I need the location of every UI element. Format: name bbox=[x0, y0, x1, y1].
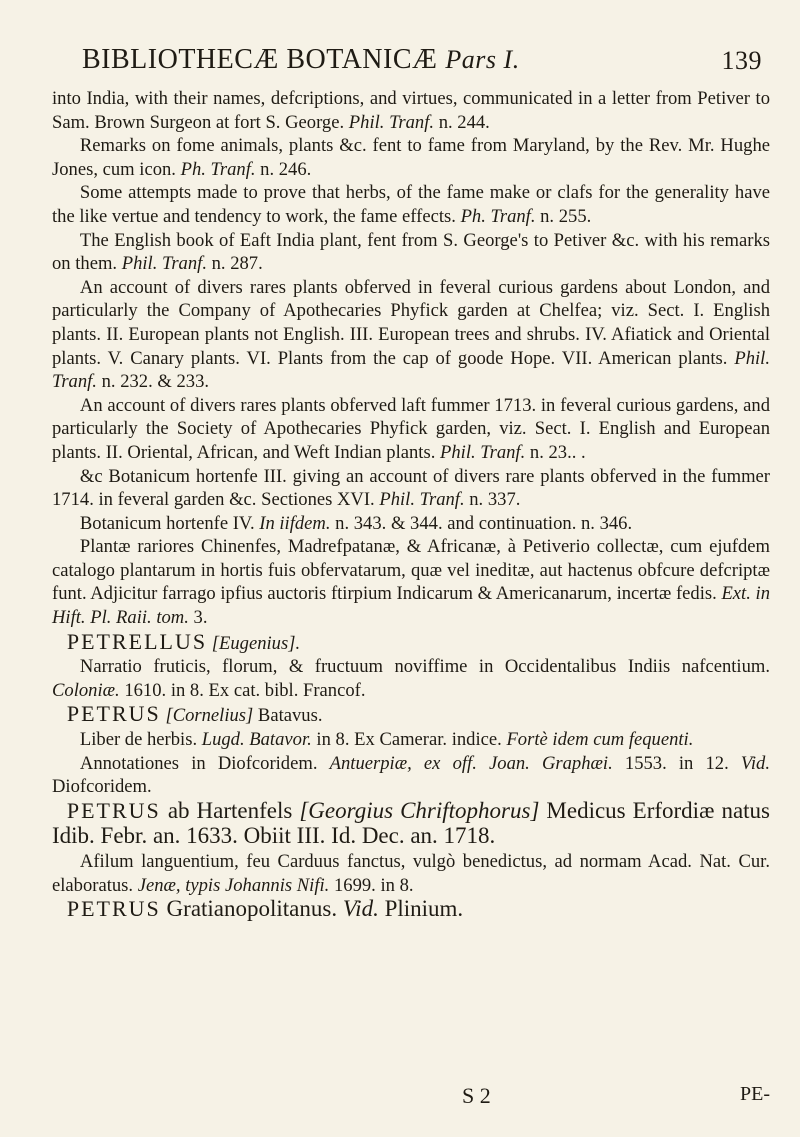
entry-citation: Phil. Tranf. bbox=[379, 489, 465, 511]
entry-text: Annotationes in Diofcoridem. bbox=[79, 752, 330, 774]
catchword: PE- bbox=[740, 1083, 770, 1105]
entry-number: n. 246. bbox=[255, 158, 312, 180]
entry-citation: Antuerpiæ, ex off. Joan. Graphæi. bbox=[329, 752, 613, 774]
entry-text: Plantæ rariores Chinenfes, Madrefpatanæ, & Africanæ, à Petiverio collectæ, cum ejufdem catalogo plantarum in hortis fuis obfervatarum, quæ vel ineditæ, aut hactenus obfcure defcriptæ funt. Adjicitur farrago ipfius auctoris ftirpium Indicarum & Americanarum, incertæ fedis. bbox=[52, 536, 770, 605]
author-name: PETRELLUS bbox=[66, 628, 208, 654]
pars-label: Pars I. bbox=[445, 45, 520, 74]
page-body bbox=[52, 87, 770, 923]
entry-number: n. 232. & 233. bbox=[96, 371, 210, 393]
entry-number: n. 287. bbox=[206, 253, 263, 275]
entry-number: 1610. in 8. Ex cat. bibl. Francof. bbox=[119, 679, 366, 701]
entry bbox=[52, 752, 770, 799]
entry-text: Some attempts made to prove that herbs, of the fame make or clafs for the generality have the like vertue and tendency to work, the fame effects. bbox=[52, 182, 770, 227]
entry-number: n. 244. bbox=[434, 111, 490, 133]
entry bbox=[52, 134, 770, 181]
entry-citation: Coloniæ. bbox=[52, 679, 120, 701]
entry-number: n. 343. & 344. and continuation. n. 346. bbox=[330, 512, 633, 534]
entry-number: n. 337. bbox=[464, 489, 521, 511]
page-number: 139 bbox=[721, 46, 762, 75]
running-header bbox=[80, 44, 762, 84]
entry bbox=[52, 465, 770, 512]
author-forename: [Eugenius]. bbox=[211, 632, 301, 654]
author-surname: Gratianopolitanus. bbox=[160, 896, 343, 922]
cross-reference: Diofcoridem. bbox=[52, 776, 152, 798]
author-name: PETRUS bbox=[66, 797, 161, 823]
author-heading-petrus-gratianopolitanus bbox=[52, 897, 770, 923]
author-heading-petrus-cornelius bbox=[52, 702, 770, 728]
running-title bbox=[82, 44, 520, 76]
author-forename: [Georgius Chriftophorus] bbox=[299, 797, 540, 823]
entry-number: 3. bbox=[188, 607, 208, 629]
entry-citation: In iifdem. bbox=[259, 512, 331, 534]
entry-number: n. 23.. . bbox=[525, 441, 586, 463]
entry bbox=[52, 728, 770, 752]
entry-citation: Ph. Tranf. bbox=[460, 205, 536, 227]
vid-label: Vid. bbox=[342, 896, 379, 922]
entry-text: An account of divers rares plants obferved laft fummer 1713. in feveral curious gardens, and particularly the Society of Apothecaries Phyfick garden, viz. Sect. I. English and European plants. II. Oriental, African, and Weft Indian plants. bbox=[52, 394, 770, 463]
author-biography: Medicus Erfordiæ natus Idib. Febr. an. 1633. Obiit III. Id. Dec. an. 1718. bbox=[52, 797, 770, 849]
author-surname: ab Hartenfels bbox=[160, 797, 300, 823]
entry-text: The English book of Eaft India plant, fent from S. George's to Petiver &c. with his remarks on them. bbox=[52, 229, 770, 275]
entry-number: 1699. in 8. bbox=[329, 874, 414, 896]
entry-number: 1553. in 12. bbox=[612, 752, 741, 774]
author-origin: Batavus. bbox=[253, 705, 323, 727]
entry bbox=[52, 87, 770, 134]
author-name: PETRUS bbox=[66, 896, 161, 922]
entry-citation: Phil. Tranf. bbox=[440, 441, 526, 463]
entry bbox=[52, 512, 770, 536]
entry bbox=[52, 181, 770, 228]
entry-citation: Ph. Tranf. bbox=[180, 158, 256, 180]
entry-citation: Phil. Tranf. bbox=[348, 111, 435, 133]
entry bbox=[52, 655, 770, 702]
entry-text: Narratio fruticis, florum, & fructuum noviffime in Occidentalibus Indiis nafcentium. bbox=[79, 656, 770, 678]
entry bbox=[52, 229, 770, 276]
entry-text: Liber de herbis. bbox=[79, 729, 202, 751]
author-heading-petrellus bbox=[52, 630, 770, 656]
entry-text: Afilum languentium, feu Carduus fanctus, vulgò benedictus, ad normam Acad. Nat. Cur. elaboratus. bbox=[52, 851, 770, 896]
header-title-text: BIBLIOTHECÆ BOTANICÆ bbox=[82, 44, 438, 75]
author-heading-petrus-hartenfels bbox=[52, 799, 770, 850]
cross-reference: Plinium. bbox=[378, 896, 464, 922]
author-name: PETRUS bbox=[66, 701, 161, 727]
author-forename: [Cornelius] bbox=[165, 705, 254, 727]
entry-text: An account of divers rares plants obferved in feveral curious gardens about London, and particularly the Company of Apothecaries Phyfick garden at Chelfea; viz. Sect. I. English plants. II. European plants not English. III. European trees and shrubs. IV. Afiatick and Oriental plants. V. Canary plants. VI. Plants from the cap of goode Hope. VII. American plants. bbox=[52, 276, 770, 369]
entry-number: n. 255. bbox=[535, 205, 592, 227]
entry-text: Botanicum hortenfe IV. bbox=[79, 512, 260, 534]
entry-note: Fortè idem cum fequenti. bbox=[506, 729, 694, 751]
entry-number: in 8. Ex Camerar. indice. bbox=[311, 729, 507, 751]
entry bbox=[52, 276, 770, 394]
entry bbox=[52, 535, 770, 629]
signature-mark: S 2 bbox=[462, 1083, 491, 1108]
entry-citation: Lugd. Batavor. bbox=[201, 729, 312, 751]
entry-text: &c Botanicum hortenfe III. giving an account of divers rare plants obferved in the fummer 1714. in feveral garden &c. Sectiones XVI. bbox=[52, 465, 770, 511]
entry-citation: Phil. Tranf. bbox=[121, 253, 207, 275]
vid-label: Vid. bbox=[740, 752, 770, 774]
entry-citation: Ext. in Hift. Pl. Raii. tom. bbox=[52, 583, 770, 629]
entry-citation: Jenæ, typis Johannis Nifi. bbox=[137, 874, 330, 896]
entry bbox=[52, 394, 770, 465]
entry bbox=[52, 850, 770, 897]
entry-text: into India, with their names, defcriptions, and virtues, communicated in a letter from Petiver to Sam. Brown Surgeon at fort S. George. bbox=[52, 88, 770, 133]
entry-text: Remarks on fome animals, plants &c. fent to fame from Maryland, by the Rev. Mr. Hughe Jones, cum icon. bbox=[52, 135, 770, 180]
entry-citation: Phil. Tranf. bbox=[52, 347, 770, 393]
